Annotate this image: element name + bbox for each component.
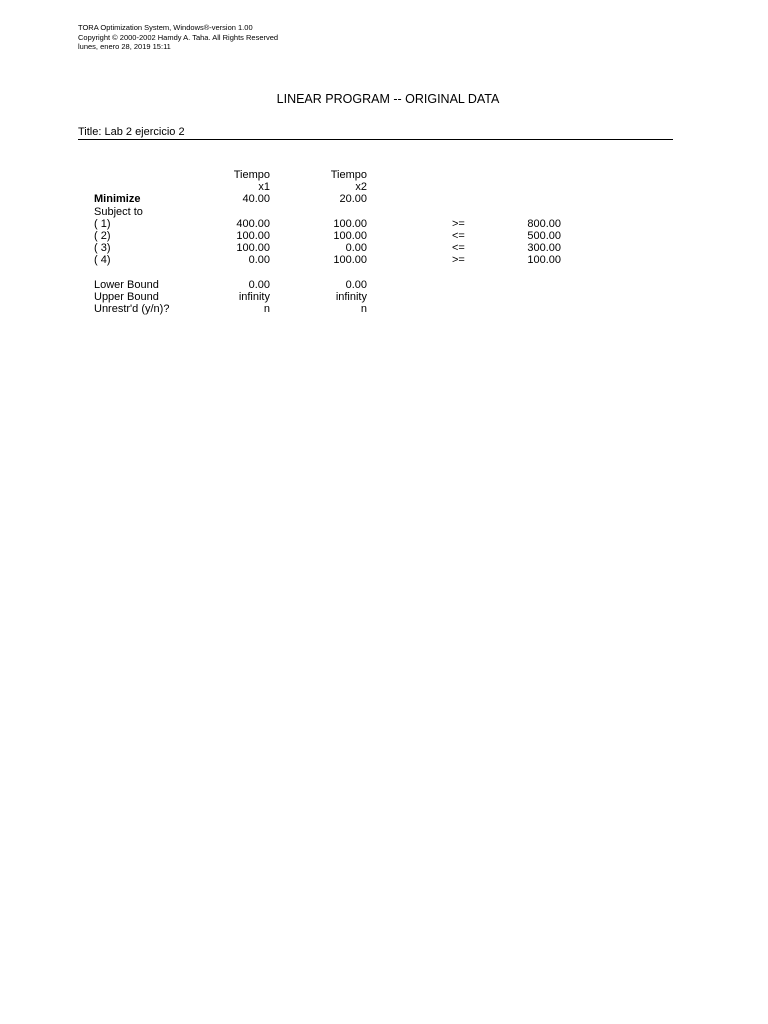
objective-coef-x1: 40.00 [242,193,270,206]
unrestricted-label: Unrestr'd (y/n)? [94,303,170,316]
lower-bound-x1: 0.00 [248,278,270,291]
constraint-coef-x1: 0.00 [248,254,270,267]
constraint-coef-x1: 100.00 [236,242,270,255]
problem-title: Title: Lab 2 ejercicio 2 [78,126,185,138]
spacer-row [0,267,768,279]
constraint-coef-x2: 100.00 [333,229,367,242]
software-line: TORA Optimization System, Windows®-version 1.00 [78,23,253,32]
subject-to-row [0,206,768,218]
subject-to-label: Subject to [94,205,143,218]
constraint-operator: <= [452,242,465,255]
constraint-coef-x2: 0.00 [345,242,367,255]
copyright-line: Copyright © 2000-2002 Hamdy A. Taha. All Rights Reserved [78,32,279,42]
constraint-coef-x1: 100.00 [236,229,270,242]
objective-coef-x2: 20.00 [339,193,367,206]
constraint-label: ( 3) [94,242,111,255]
constraint-operator: <= [452,229,465,242]
constraint-operator: >= [452,217,465,230]
var-symbol-x2: x2 [355,181,367,194]
constraint-row [0,254,768,266]
constraint-coef-x2: 100.00 [333,254,367,267]
lower-bound-label: Lower Bound [94,278,159,291]
upper-bound-label: Upper Bound [94,290,159,303]
objective-label: Minimize [94,193,141,206]
report-header [78,23,278,52]
upper-bound-x2: infinity [335,290,367,303]
lp-data-table [0,169,768,315]
unrestricted-row [0,303,768,315]
lower-bound-x2: 0.00 [345,278,367,291]
constraint-rhs: 500.00 [527,229,561,242]
var-name-x2: Tiempo [330,169,367,181]
constraint-row [0,230,768,242]
constraint-rhs: 300.00 [527,242,561,255]
constraint-label: ( 4) [94,254,111,267]
objective-row [0,193,768,205]
var-name-x1: Tiempo [233,169,270,181]
upper-bound-row [0,291,768,303]
var-symbol-x1: x1 [258,181,270,194]
page-title: LINEAR PROGRAM -- ORIGINAL DATA [276,92,500,106]
unrestricted-x1: n [263,303,270,316]
var-symbol-row [0,181,768,193]
title-divider [78,139,673,140]
constraint-row [0,218,768,230]
constraint-row [0,242,768,254]
lower-bound-row [0,279,768,291]
constraint-label: ( 1) [94,217,111,230]
unrestricted-x2: n [360,303,367,316]
constraint-coef-x2: 100.00 [333,217,367,230]
constraint-rhs: 100.00 [527,254,561,267]
date-line: lunes, enero 28, 2019 15:11 [78,42,171,52]
upper-bound-x1: infinity [238,290,270,303]
constraint-rhs: 800.00 [527,217,561,230]
constraint-label: ( 2) [94,229,111,242]
constraint-operator: >= [452,254,465,267]
var-name-row [0,169,768,181]
constraint-coef-x1: 400.00 [236,217,270,230]
